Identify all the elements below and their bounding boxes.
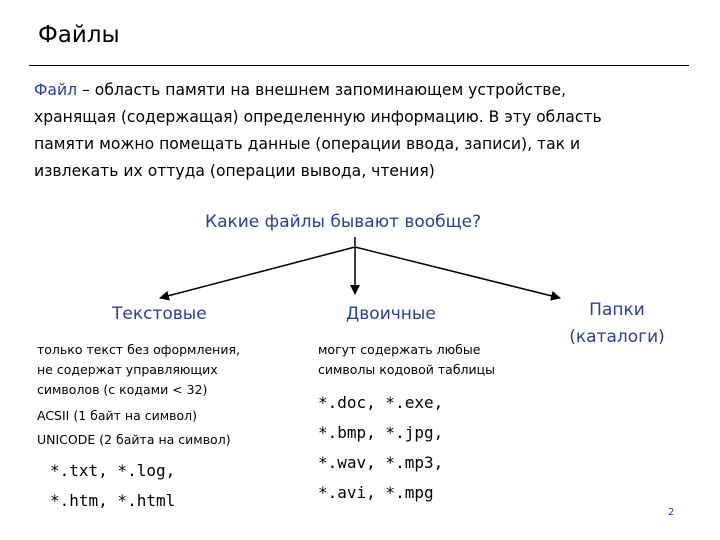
slide-title: Файлы	[38, 22, 120, 48]
folders-heading-line: Папки	[589, 300, 645, 320]
extension-line: *.avi, *.mpg	[318, 483, 434, 502]
definition-line: памяти можно помещать данные (операции ввода, записи), так и	[34, 135, 581, 153]
text-files-extensions	[50, 456, 175, 516]
extension-line: *.bmp, *.jpg,	[318, 423, 444, 442]
description-line: символы кодовой таблицы	[318, 362, 496, 377]
description-line: символов (с кодами < 32)	[37, 382, 208, 397]
description-line: только текст без оформления,	[37, 342, 240, 357]
binary-files-description	[318, 340, 495, 380]
text-files-description	[37, 340, 240, 450]
extension-line: *.txt, *.log,	[50, 461, 176, 480]
extension-line: *.htm, *.html	[50, 491, 176, 510]
description-line: не содержат управляющих	[37, 362, 218, 377]
description-line: UNICODE (2 байта на символ)	[37, 432, 231, 447]
binary-files-heading: Двоичные	[346, 304, 436, 324]
arrow-to-folders	[355, 247, 560, 298]
page-number: 2	[668, 507, 675, 518]
definition-term: Файл	[34, 81, 78, 99]
definition-line: хранящая (содержащая) определенную информацию. В эту область	[34, 108, 602, 126]
question-heading: Какие файлы бывают вообще?	[205, 212, 482, 232]
definition-line: – область памяти на внешнем запоминающем устройстве,	[77, 81, 567, 99]
folders-heading-line: (каталоги)	[569, 327, 665, 347]
description-line: могут содержать любые	[318, 342, 481, 357]
arrow-to-text	[160, 247, 355, 298]
text-files-heading: Текстовые	[112, 304, 207, 324]
binary-files-extensions	[318, 388, 443, 508]
definition-line: извлекать их оттуда (операции вывода, чтения)	[34, 162, 435, 180]
description-line: ACSII (1 байт на символ)	[37, 408, 198, 423]
extension-line: *.wav, *.mp3,	[318, 453, 444, 472]
folders-heading	[564, 297, 670, 351]
extension-line: *.doc, *.exe,	[318, 393, 444, 412]
